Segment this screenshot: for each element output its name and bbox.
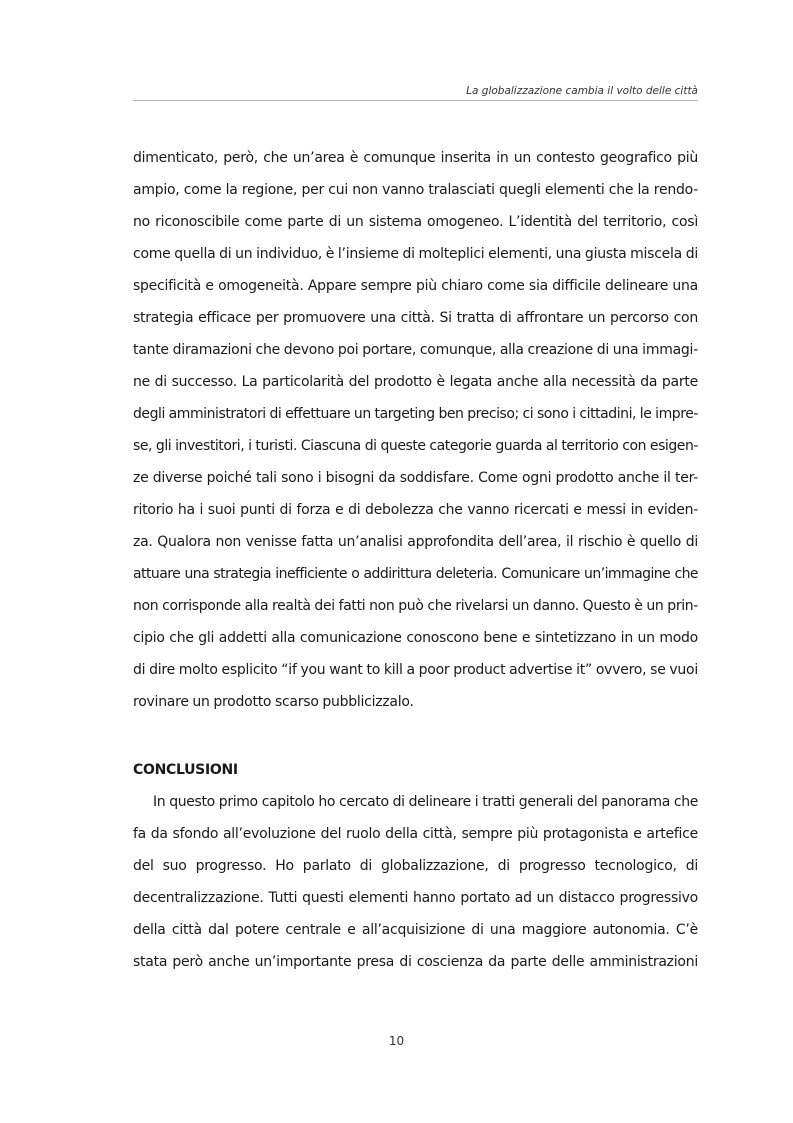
text-line: degli amministratori di effettuare un targeting ben preciso; ci sono i cittadini, le impre- [133, 406, 698, 422]
text-line: cipio che gli addetti alla comunicazione conoscono bene e sintetizzano in un modo [133, 630, 698, 646]
page-number: 10 [388, 1034, 405, 1048]
text-line: ritorio ha i suoi punti di forza e di debolezza che vanno ricercati e messi in eviden- [133, 502, 698, 518]
text-line: In questo primo capitolo ho cercato di delineare i tratti generali del panorama che [153, 794, 698, 810]
text-line: fa da sfondo all’evoluzione del ruolo della città, sempre più protagonista e artefice [133, 826, 698, 842]
text-line: specificità e omogeneità. Appare sempre più chiaro come sia difficile delineare una [133, 278, 698, 294]
text-line: ampio, come la regione, per cui non vanno tralasciati quegli elementi che la rendo- [133, 182, 698, 198]
text-line: tante diramazioni che devono poi portare, comunque, alla creazione di una immagi- [133, 342, 698, 358]
text-line: rovinare un prodotto scarso pubblicizzalo. [133, 694, 414, 710]
header-divider [133, 100, 698, 101]
text-line: se, gli investitori, i turisti. Ciascuna di queste categorie guarda al territorio con esigen- [133, 438, 698, 454]
text-line: stata però anche un’importante presa di coscienza da parte delle amministrazioni [133, 954, 698, 970]
text-line: ze diverse poiché tali sono i bisogni da soddisfare. Come ogni prodotto anche il ter- [133, 470, 698, 486]
text-line: dimenticato, però, che un’area è comunque inserita in un contesto geografico più [133, 150, 698, 166]
text-line: non corrisponde alla realtà dei fatti non può che rivelarsi un danno. Questo è un prin- [133, 598, 698, 614]
text-line: strategia efficace per promuovere una città. Si tratta di affrontare un percorso con [133, 310, 698, 326]
text-line: no riconoscibile come parte di un sistema omogeneo. L’identità del territorio, così [133, 214, 698, 230]
text-line: decentralizzazione. Tutti questi elementi hanno portato ad un distacco progressivo [133, 890, 698, 906]
text-line: za. Qualora non venisse fatta un’analisi approfondita dell’area, il rischio è quello di [133, 534, 698, 550]
text-line: ne di successo. La particolarità del prodotto è legata anche alla necessità da parte [133, 374, 698, 390]
text-line: della città dal potere centrale e all’acquisizione di una maggiore autonomia. C’è [133, 922, 698, 938]
text-line: di dire molto esplicito “if you want to kill a poor product advertise it” ovvero, se vuoi [133, 662, 698, 678]
text-line: come quella di un individuo, è l’insieme di molteplici elementi, una giusta miscela di [133, 246, 698, 262]
text-line: attuare una strategia inefficiente o addirittura deleteria. Comunicare un’immagine che [133, 566, 698, 582]
running-header: La globalizzazione cambia il volto delle città [466, 85, 698, 97]
text-line: del suo progresso. Ho parlato di globalizzazione, di progresso tecnologico, di [133, 858, 698, 874]
section-heading: CONCLUSIONI [133, 762, 238, 778]
